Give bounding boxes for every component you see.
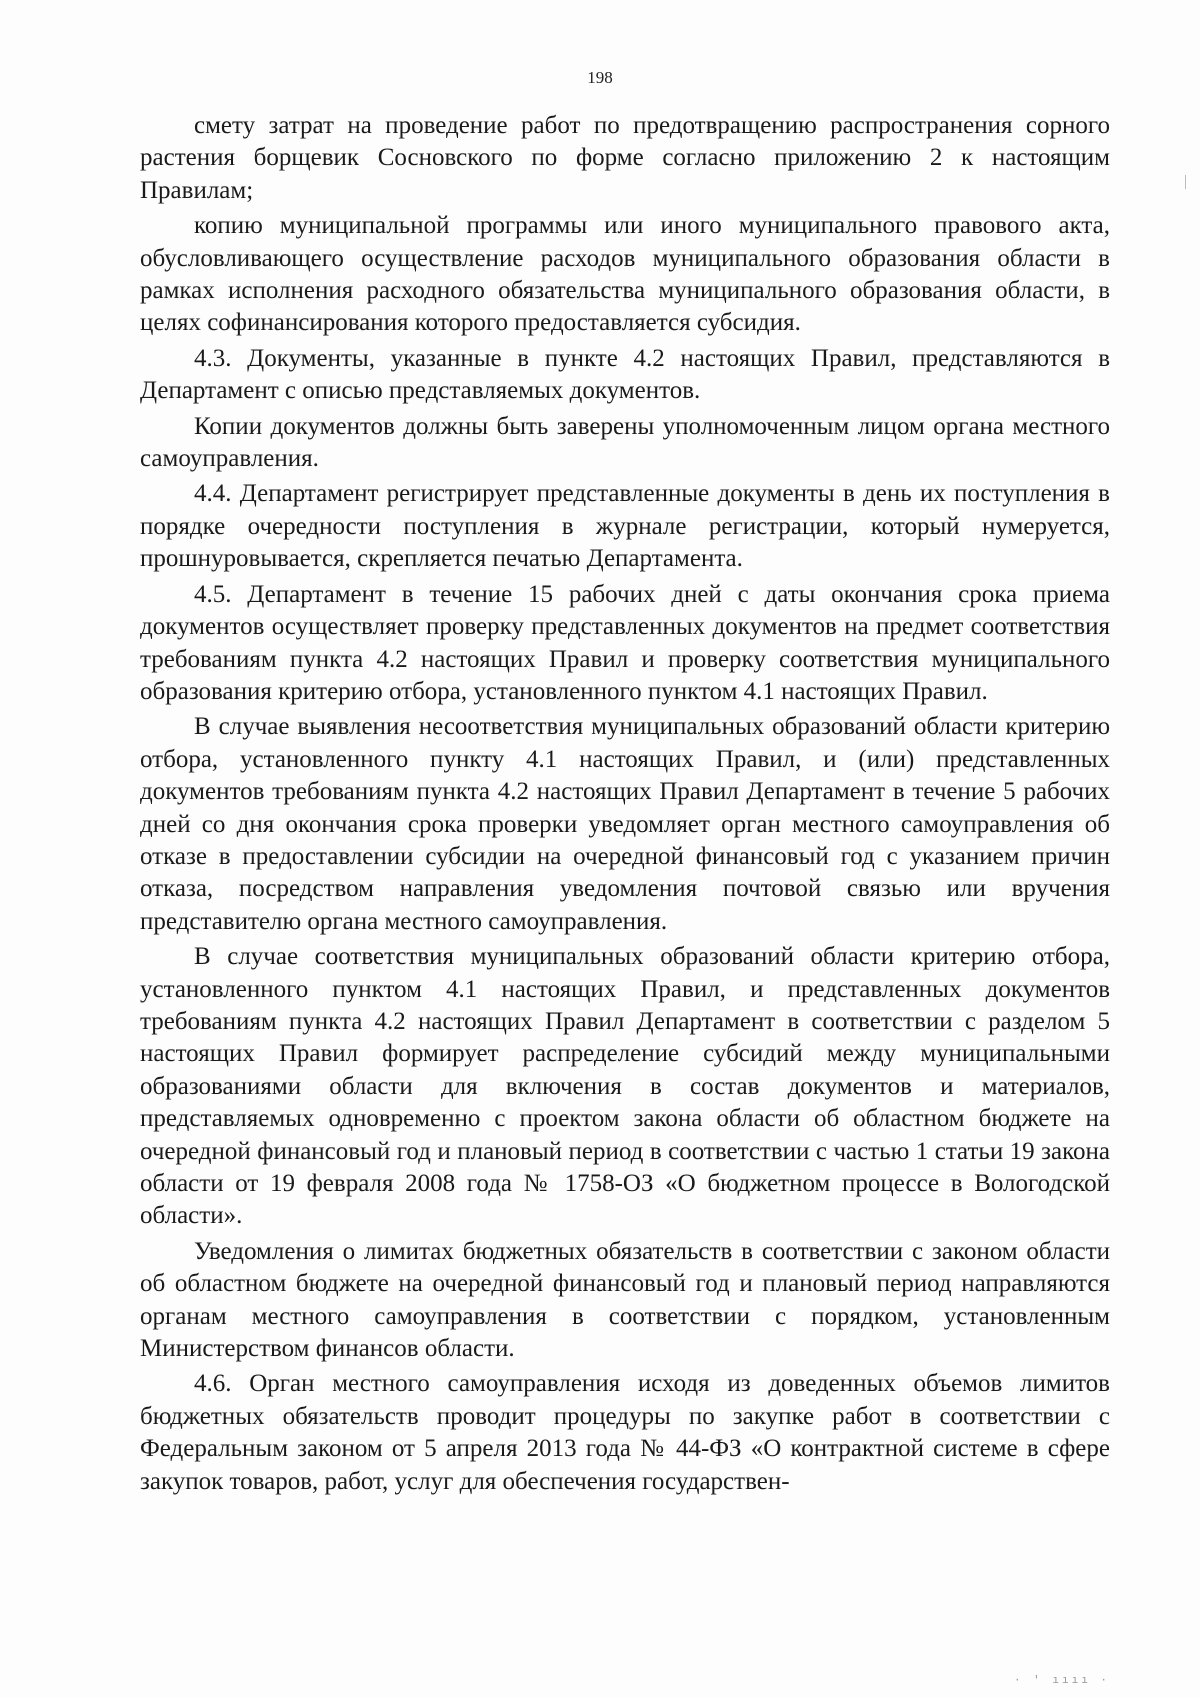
paragraph-4-4: 4.4. Департамент регистрирует представленные документы в день их поступления в порядке очередности поступления в журнале регистрации, который нумеруется, прошнуровывается, скрепляется печатью Департамента. [140, 480, 1110, 573]
paragraph-program-copy: копию муниципальной программы или иного муниципального правового акта, обусловливающего осуществление расходов муниципального образования области в рамках исполнения расходного обязательства муниципального образования области, в целях софинансирования которого предоставляется субсидия. [140, 212, 1110, 337]
page-number: 198 [587, 68, 613, 87]
paragraph-noncompliance: В случае выявления несоответствия муниципальных образований области критерию отбора, установленного пункту 4.1 настоящих Правил, и (или) представленных документов требованиям пункта 4.2 настоящих Правил Департамент в течение 5 рабочих дней со дня окончания срока проверки уведомляет орган местного самоуправления об отказе в предоставлении субсидии на очередной финансовый год с указанием причин отказа, посредством направления уведомления почтовой связью или вручения представителю органа местного самоуправления. [140, 713, 1110, 935]
paragraph-compliance: В случае соответствия муниципальных образований области критерию отбора, установленного пунктом 4.1 настоящих Правил, и представленных документов требованиям пункта 4.2 настоящих Правил Департамент в соответствии с разделом 5 настоящих Правил формирует распределение субсидий между муниципальными образованиями области для включения в состав документов и материалов, представляемых одновременно с проектом закона области об областном бюджете на очередной финансовый год и плановый период в соответствии с частью 1 статьи 19 закона области от 19 февраля 2008 года № 1758-ОЗ «О бюджетном процессе в Вологодской области». [140, 943, 1110, 1230]
paragraph-4-3: 4.3. Документы, указанные в пункте 4.2 настоящих Правил, представляются в Департамент с описью представляемых документов. [140, 344, 1110, 405]
scan-margin-mark [1185, 175, 1186, 189]
scan-corner-marks: · ' ıııı · [1013, 1675, 1110, 1687]
document-body [140, 110, 1110, 1501]
paragraph-4-6: 4.6. Орган местного самоуправления исходя из доведенных объемов лимитов бюджетных обязательств проводит процедуры по закупке работ в соответствии с Федеральным законом от 5 апреля 2013 года № 44-ФЗ «О контрактной системе в сфере закупок товаров, работ, услуг для обеспечения государствен- [140, 1370, 1110, 1495]
paragraph-notifications: Уведомления о лимитах бюджетных обязательств в соответствии с законом области об областном бюджете на очередной финансовый год и плановый период направляются органам местного самоуправления в соответствии с порядком, установленным Министерством финансов области. [140, 1237, 1110, 1363]
paragraph-copies-certified: Копии документов должны быть заверены уполномоченным лицом органа местного самоуправления. [140, 412, 1110, 473]
paragraph-4-5: 4.5. Департамент в течение 15 рабочих дней с даты окончания срока приема документов осуществляет проверку представленных документов на предмет соответствия требованиям пункта 4.2 настоящих Правил и проверку соответствия муниципального образования критерию отбора, установленного пунктом 4.1 настоящих Правил. [140, 580, 1110, 705]
paragraph-estimate: смету затрат на проведение работ по предотвращению распространения сорного растения борщевик Сосновского по форме согласно приложению 2 к настоящим Правилам; [140, 112, 1110, 204]
